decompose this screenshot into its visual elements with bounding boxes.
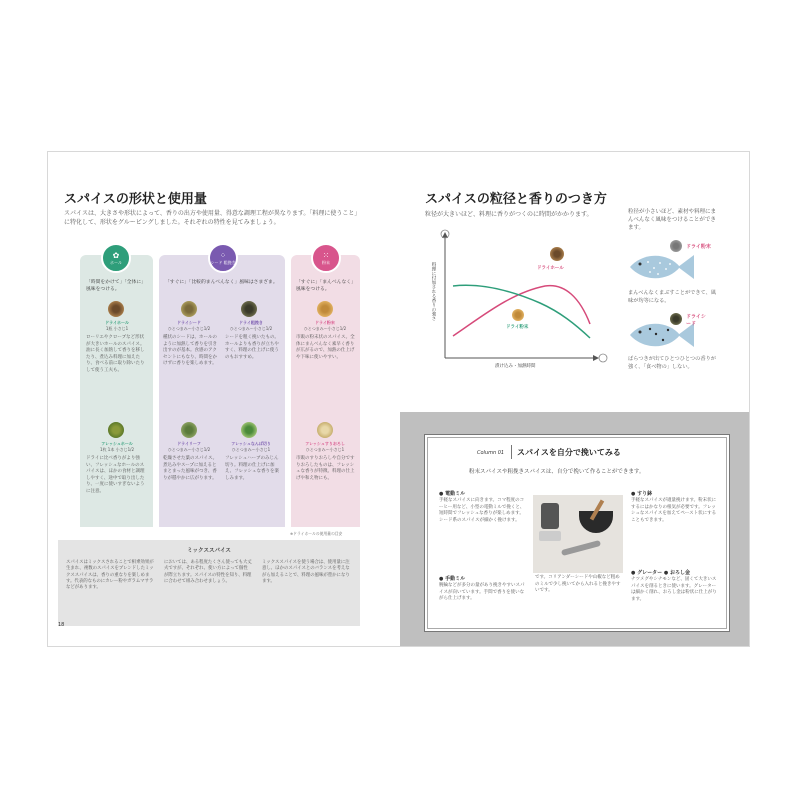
- fish-label-powder: ドライ粉末: [686, 244, 711, 250]
- tool-hand-mill-text-cont: です。コリアンダーシードや山椒など粗めのミルで少し挽いてから入れると挽きやすいです。: [535, 575, 621, 593]
- fresh-grated-amount: ひとつまみ〜小さじ1: [305, 447, 345, 452]
- mix-spice-title: ミックススパイス: [187, 548, 231, 554]
- seed-badge: ⁘ シード 粗挽き: [208, 243, 238, 273]
- seed-icon: ✿: [112, 250, 120, 260]
- fresh-chopped-photo: [241, 422, 257, 438]
- dry-powder-name: ドライ粉末: [315, 320, 335, 325]
- grater-shape: [561, 540, 601, 556]
- powder-badge: ⁙ 粉末: [311, 243, 341, 273]
- column-seed: [159, 250, 285, 527]
- column-powder: [291, 250, 360, 527]
- mill-base-shape: [539, 531, 561, 541]
- dry-leaf-amount: ひとつまみ〜小さじ1/2: [167, 447, 211, 452]
- curve-whole-photo: [550, 247, 564, 261]
- fish-seed-photo: [670, 313, 682, 325]
- column-whole: [80, 250, 153, 527]
- tool-electric-mill-title: ● 電動ミル: [439, 491, 466, 497]
- x-axis-arrow: [593, 355, 599, 361]
- fresh-grated-text: 市販のすりおろしや自分ですりおろしたものは、フレッシュな香りが特徴。料理の仕上げや和え物にも。: [296, 456, 355, 481]
- dry-leaf-photo: [181, 422, 197, 438]
- fish-label-seed: ドライシード: [686, 314, 706, 327]
- column-title: スパイスを自分で挽いてみる: [517, 448, 621, 457]
- fish-text-top: 粒径が小さいほど、素材や料理にまんべんなく風味をつけることができます。: [628, 209, 717, 231]
- fresh-whole-text: ドライに比べ香りがより強い、フレッシュなホールのスパイスは、ほかの食材と調理しやすく、途中で取り出したり、一度に使いすぎないように注意。: [86, 456, 145, 494]
- graph-intro: 粒径が大きいほど、料理に香りがつくのに時間がかかります。: [425, 211, 593, 218]
- y-axis-label: 料理に付加される香りの強さ: [431, 262, 436, 321]
- aroma-graph: [425, 228, 615, 378]
- column-number: Column 01: [477, 450, 505, 456]
- mix-text-col2: においては、ある程度たくさん使っても大丈夫ですが、それぞれ、使い方によって個性が際立ちます。スパイスの特性を知り、料理に合わせて組み合わせましょう。: [164, 560, 252, 584]
- column-intro: 粉末スパイスや粗挽きスパイスは、自分で挽いて作ることができます。: [469, 469, 645, 475]
- fresh-whole-photo: [108, 422, 124, 438]
- fresh-chopped-amount: ひとつまみ〜小さじ1: [231, 447, 271, 452]
- dry-powder-photo: [317, 301, 333, 317]
- dry-seed-text: 種状のシードは、ホールのように加熱して香りを引き出すのが基本。食感のアクセントにもなり、時間をかけずに香りを楽しめます。: [163, 335, 217, 366]
- right-page-title: スパイスの粒径と香りのつき方: [425, 192, 607, 207]
- dry-coarse-amount: ひとつまみ〜小さじ1/2: [229, 326, 273, 331]
- dry-seed-name: ドライシード: [177, 320, 201, 325]
- tool-grater-text: ナツメグやシナモンなど、固くて大きいスパイスを削るときに使います。グレーターは細かく削れ、おろし金は粉状に仕上がります。: [631, 577, 717, 602]
- page-number: 18: [58, 622, 65, 628]
- fish-powder-photo: [670, 240, 682, 252]
- seeds-icon: ⁘: [219, 250, 227, 260]
- dry-seed-photo: [181, 301, 197, 317]
- whole-badge: ✿ ホール: [101, 243, 131, 273]
- left-page-title: スパイスの形状と使用量: [64, 192, 207, 207]
- electric-mill-shape: [541, 503, 559, 529]
- tool-hand-mill-title: ● 手動ミル: [439, 576, 466, 582]
- dry-whole-amount: 1瓶 小さじ1: [105, 326, 129, 331]
- powder-highlight: 「すぐに」「まんべんなく」風味をつける。: [296, 280, 356, 292]
- fresh-chopped-name: フレッシュなんぱ切り: [231, 441, 271, 446]
- fresh-whole-name: フレッシュホール: [101, 441, 133, 446]
- dry-seed-amount: ひとつまみ〜小さじ1/2: [167, 326, 211, 331]
- fish-powder-illustration: [628, 250, 696, 284]
- tool-hand-mill-text: 腕輪などが多分の量があり挽きやすいスパイスが向いています。手間で香りを使いながら仕上げます。: [439, 583, 525, 601]
- dry-coarse-photo: [241, 301, 257, 317]
- dry-coarse-name: ドライ粗挽き: [239, 320, 263, 325]
- dry-coarse-text: シードを粗く挽いたもの。ホールよりも香りが立ちやすく、料理の仕上げに使うのもおすすめ。: [225, 335, 279, 360]
- fresh-chopped-text: フレッシュハーブのみじん切り。料理の仕上げに加え、フレッシュな香りを楽しみます。: [225, 456, 279, 481]
- column-frame: [424, 434, 730, 632]
- tool-grater-title: ● グレーター ● おろし金: [631, 570, 690, 576]
- fresh-whole-amount: 1枚 1本 小さじ1/2: [99, 447, 135, 452]
- curve-powder-label: ドライ粉末: [506, 325, 529, 330]
- mix-spice-box: [58, 540, 360, 626]
- timer-icon: [599, 354, 607, 362]
- dry-whole-name: ドライホール: [105, 320, 129, 325]
- dry-powder-text: 市販の粉末状のスパイス。全体にまんべんなく素早く香りが広がるので、加熱の仕上げや下味に使いやすい。: [296, 335, 355, 360]
- tool-mortar-text: 手軽なスパイスが適量挽けます。粉末状にするにはかなりの根気が必要です。フレッシュなスパイスを加えてペースト状にすることもできます。: [631, 498, 717, 523]
- fresh-grated-name: フレッシュすりおろし: [305, 441, 345, 446]
- mix-text-col1: スパイスはミックスされることで相乗効果が生まれ、複数のスパイスをブレンドしたミックススパイスは、香りの重なりを楽しめます。代表的なものにカレー粉やガラムマサラなどがあります。: [66, 560, 154, 591]
- dry-leaf-text: 乾燥させた葉のスパイス。煮込みやスープに加えるとまとまった風味がつき、香りが穏やかに広がります。: [163, 456, 218, 481]
- dry-powder-amount: ひとつまみ〜小さじ1/2: [303, 326, 347, 331]
- whole-highlight: 「時間をかけて」「全体に」風味をつける。: [86, 280, 146, 292]
- column-title-divider: [511, 445, 512, 459]
- fresh-grated-photo: [317, 422, 333, 438]
- dry-leaf-name: ドライリーフ: [177, 441, 201, 446]
- grinding-tools-photo: [533, 495, 623, 573]
- dry-whole-photo: [108, 301, 124, 317]
- source-note: ※ドライホールの使用量の目安: [290, 531, 343, 536]
- powder-icon: ⁙: [322, 250, 330, 260]
- fish-text-mid: まんべんなくまぶすことができて、風味が均等になる。: [628, 290, 716, 304]
- dry-whole-text: ローリエやクローブなど形状が大きいホールのスパイス。油に長く加熱して香りを移したり、煮込み料理に加えたり、食べる前に取り除いたりして使う工夫も。: [86, 335, 145, 373]
- tool-mortar-title: ● すり鉢: [631, 491, 653, 497]
- left-intro: スパイスは、大きさや形状によって、香りの出方や使用量、得意な調理工程が異なります。「料理に使うこと」に特化して、形状をグルーピングしました。それぞれの特性を見てみましょう。: [64, 210, 361, 226]
- x-axis-label: 漬け込み・加熱時間: [495, 364, 536, 369]
- curve-powder-photo: [512, 309, 524, 321]
- tool-electric-mill-text: 手軽なスパイスに向きます。コマ程度のコーヒー用など、小型の電動ミルで挽くと、短時間でフレッシュな香りが楽しめます。シード系のスパイスが細かく挽けます。: [439, 498, 525, 523]
- seed-highlight: 「すぐに」「比較的まんべんなく」風味はさまざま。: [165, 280, 278, 285]
- mix-text-col3: ミックススパイスを使う場合は、使用量に注意し、ほかのスパイスとのバランスを考えながら加えることで、料理の風味が豊かになります。: [262, 560, 350, 584]
- curve-whole-label: ドライホール: [537, 266, 564, 271]
- fish-text-bottom: ばらつきが出てひとつひとつの香りが強く、「食べ物の」しない。: [628, 356, 716, 370]
